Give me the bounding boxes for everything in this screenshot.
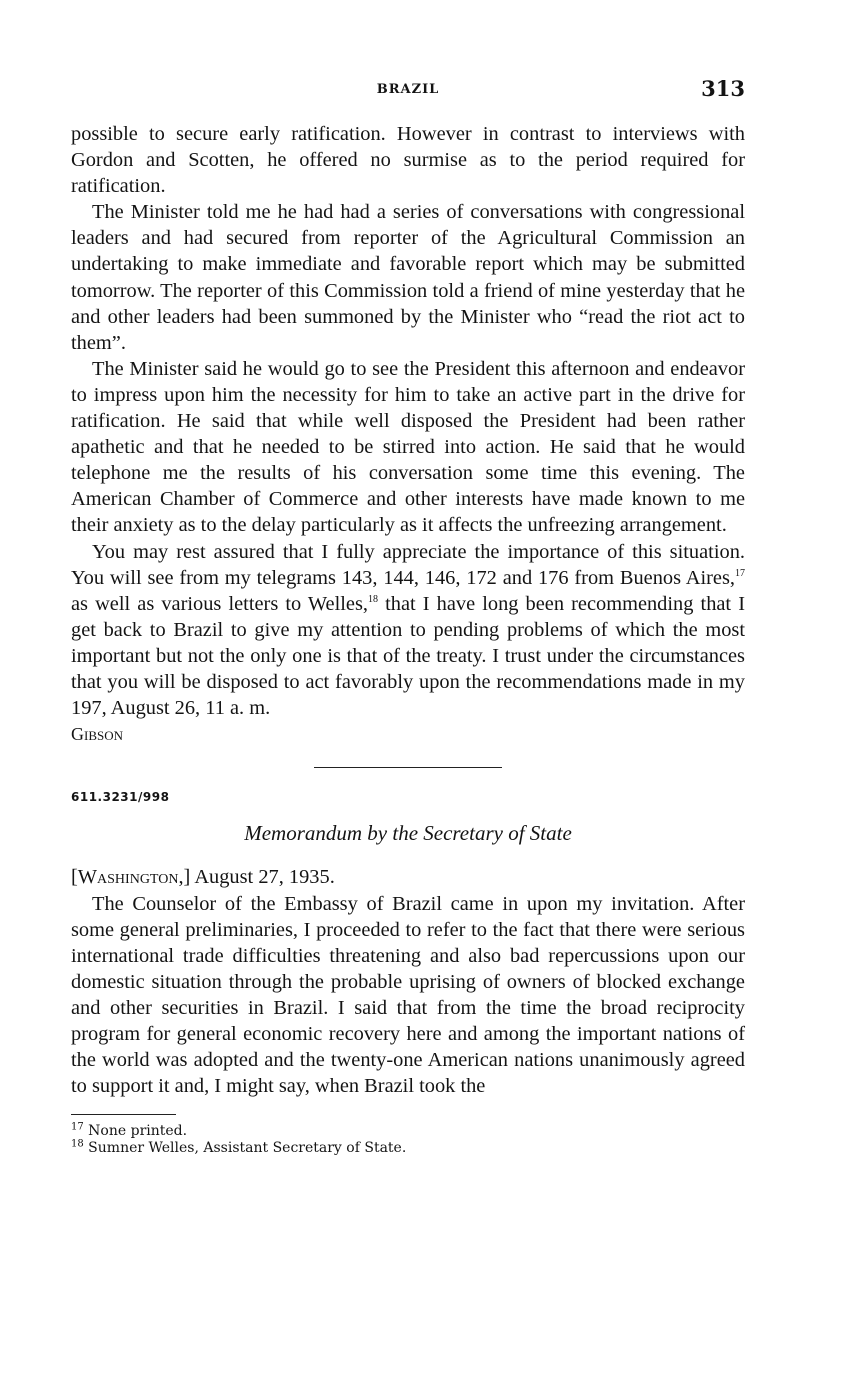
page-body	[71, 121, 745, 1157]
date: August 27, 1935.	[190, 866, 335, 889]
footnote-mark: 17	[71, 1121, 84, 1133]
paragraph-text: as well as various letters to Welles,	[71, 592, 369, 615]
paragraph-text: You may rest assured that I fully appreciate the importance of this situation. You will see from my telegrams 143, 144, 146, 172 and 176 from Buenos Aires,	[71, 540, 745, 589]
date-line	[71, 864, 745, 890]
section-divider	[314, 767, 502, 768]
footnote-mark: 18	[71, 1138, 84, 1150]
running-head: BRAZIL	[376, 82, 440, 97]
document-page	[71, 0, 745, 1379]
paragraph: possible to secure early ratification. However in contrast to interviews with Gordon and Scotten, he offered no surmise as to the period required for ratification.	[71, 123, 745, 198]
page-number: 313	[701, 76, 745, 101]
file-number: 611.3231/998	[71, 790, 170, 805]
footnote-divider	[71, 1114, 176, 1115]
footnotes	[71, 1123, 745, 1157]
paragraph: The Minister told me he had had a series of conversations with congressional leaders and had secured from reporter of the Agricultural Commission an undertaking to make immediate and favorable report which may be submitted tomorrow. The reporter of this Commission told a friend of mine yesterday that he and other leaders had been summoned by the Minister who “read the riot act to them”.	[71, 201, 745, 354]
footnote-ref: 17	[735, 567, 745, 579]
page-header	[71, 76, 745, 106]
footnote	[71, 1140, 745, 1157]
paragraph: The Counselor of the Embassy of Brazil came in upon my invitation. After some general preliminaries, I proceeded to refer to the fact that there were serious international trade difficulties threatening and also bad repercussions upon our domestic situation through the probable uprising of owners of blocked exchange and other securities in Brazil. I said that from the time the broad reciprocity program for general economic recovery here and among the important nations of the world was adopted and the twenty-one American nations unanimously agreed to support it and, I might say, when Brazil took the	[71, 892, 745, 1098]
footnote-text: Sumner Welles, Assistant Secretary of State.	[83, 1140, 407, 1157]
memo-title: Memorandum by the Secretary of State	[244, 821, 572, 846]
signature: Gibson	[71, 724, 124, 745]
paragraph: The Minister said he would go to see the President this afternoon and endeavor to impress upon him the necessity for him to take an active part in the drive for ratification. He said that while well disposed the President had been rather apathetic and that he needed to be stirred into action. He said that he would telephone me the results of his conversation some time this evening. The American Chamber of Commerce and other interests have made known to me their anxiety as to the delay particularly as it affects the unfreezing arrangement.	[71, 357, 745, 537]
paragraph-text: that I have long been recommending that I get back to Brazil to give my attention to pending problems of which the most important but not the only one is that of the treaty. I trust under the circumstances that you will be disposed to act favorably upon the recommendations made in my 197, August 26, 11 a. m.	[71, 592, 745, 720]
footnote-ref: 18	[368, 593, 379, 605]
footnote	[71, 1123, 745, 1140]
paragraph	[71, 539, 745, 722]
footnote-text: None printed.	[83, 1123, 188, 1140]
date-place: [Washington,]	[71, 866, 191, 889]
